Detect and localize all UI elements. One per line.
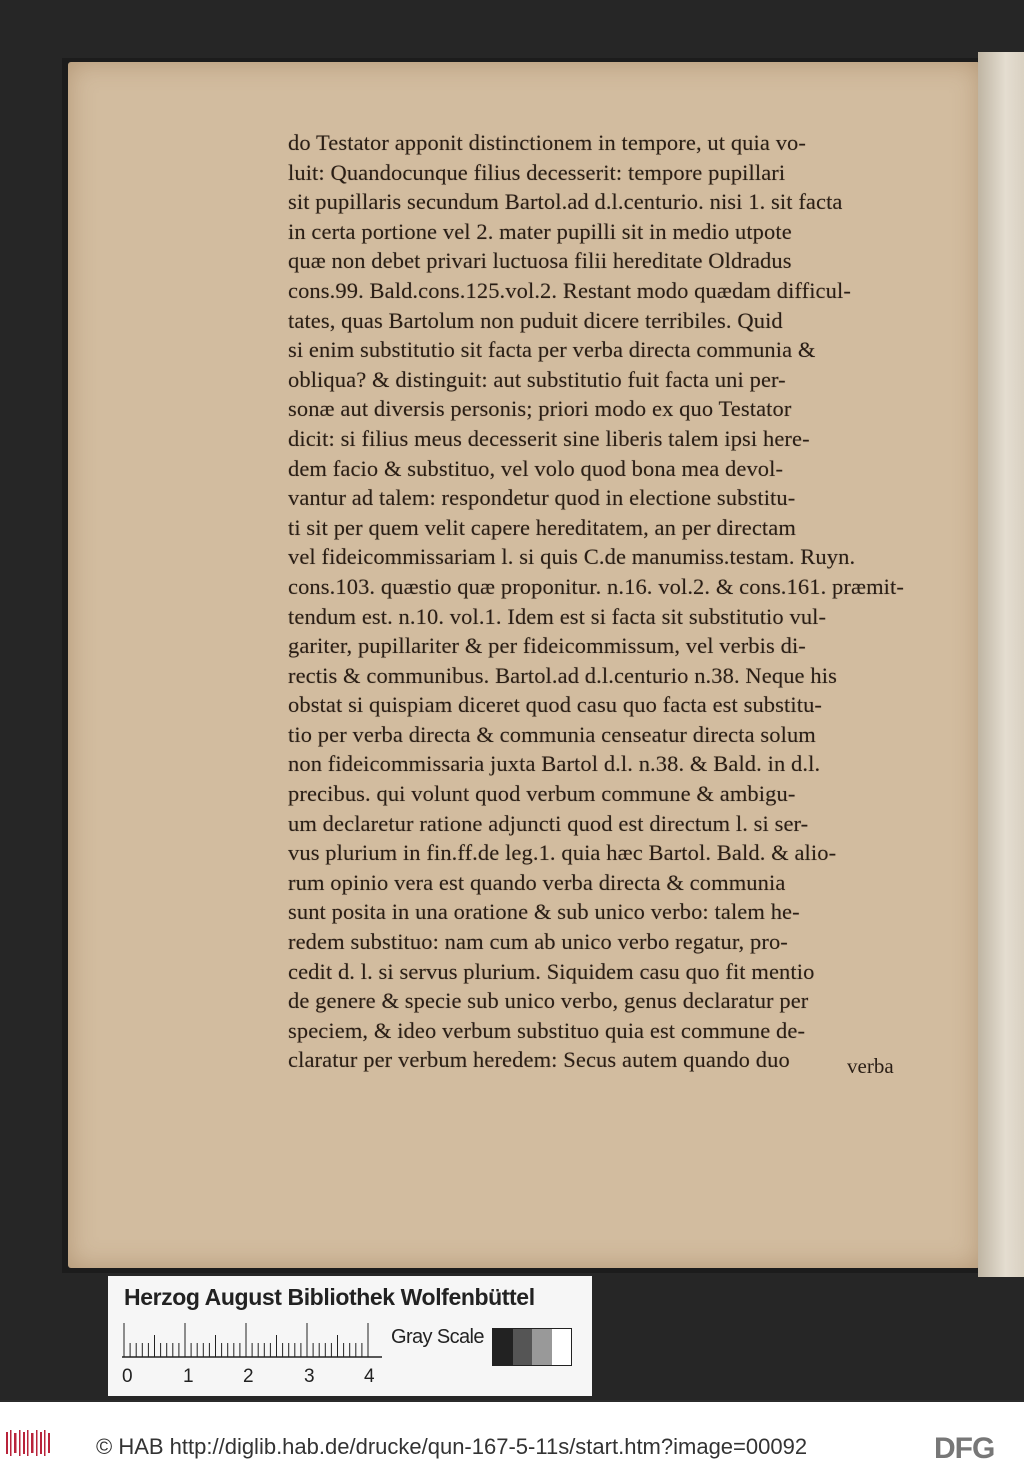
text-line: quæ non debet privari luctuosa filii hereditate Oldradus	[288, 248, 792, 274]
text-line: cedit d. l. si servus plurium. Siquidem casu quo fit mentio	[288, 958, 815, 984]
text-line: cons.99. Bald.cons.125.vol.2. Restant modo quædam difficul-	[288, 277, 851, 303]
gray-scale-label: Gray Scale	[391, 1326, 484, 1348]
barcode-icon	[6, 1430, 50, 1456]
dfg-logo: DFG	[934, 1432, 995, 1465]
text-line: obstat si quispiam diceret quod casu quo facta est substitu-	[288, 692, 823, 718]
text-line: vel fideicommissariam l. si quis C.de manumiss.testam. Ruyn.	[288, 544, 856, 570]
text-line: claratur per verbum heredem: Secus autem quando duo	[288, 1047, 790, 1073]
text-line: sit pupillaris secundum Bartol.ad d.l.centurio. nisi 1. sit facta	[288, 189, 843, 215]
gray-scale-swatch	[492, 1328, 572, 1366]
text-line: in certa portione vel 2. mater pupilli sit in medio utpote	[288, 218, 792, 244]
text-line: non fideicommissaria juxta Bartol d.l. n.38. & Bald. in d.l.	[288, 751, 821, 777]
text-line: dem facio & substituo, vel volo quod bona mea devol-	[288, 455, 784, 481]
text-line: vus plurium in fin.ff.de leg.1. quia hæc Bartol. Bald. & alio-	[288, 840, 837, 866]
ruler-number: 0	[122, 1366, 133, 1387]
text-line: de genere & specie sub unico verbo, genus declaratur per	[288, 988, 809, 1014]
text-line: rectis & communibus. Bartol.ad d.l.centurio n.38. Neque his	[288, 662, 837, 688]
text-line: tio per verba directa & communia censeatur directa solum	[288, 721, 816, 747]
copyright-link[interactable]: © HAB http://diglib.hab.de/drucke/qun-167-5-11s/start.htm?image=00092	[96, 1434, 808, 1459]
page-text	[288, 128, 938, 1075]
text-line: tates, quas Bartolum non puduit dicere terribiles. Quid	[288, 307, 783, 333]
text-line: sonæ aut diversis personis; priori modo ex quo Testator	[288, 396, 792, 422]
text-line: luit: Quandocunque filius decesserit: tempore pupillari	[288, 159, 786, 185]
text-line: cons.103. quæstio quæ proponitur. n.16. vol.2. & cons.161. præmit-	[288, 573, 904, 599]
text-line: si enim substitutio sit facta per verba directa communia &	[288, 337, 816, 363]
text-line: redem substituo: nam cum ab unico verbo regatur, pro-	[288, 929, 788, 955]
text-line: obliqua? & distinguit: aut substitutio fuit facta uni per-	[288, 366, 786, 392]
text-line: ti sit per quem velit capere hereditatem, an per directam	[288, 514, 796, 540]
text-line: um declaretur ratione adjuncti quod est directum l. si ser-	[288, 810, 809, 836]
ruler-number: 3	[304, 1366, 315, 1387]
catchword: verba	[847, 1054, 894, 1078]
text-line: speciem, & ideo verbum substituo quia est commune de-	[288, 1017, 806, 1043]
ruler-number: 2	[243, 1366, 254, 1387]
text-line: precibus. qui volunt quod verbum commune & ambigu-	[288, 781, 796, 807]
text-line: rum opinio vera est quando verba directa & communia	[288, 869, 786, 895]
ruler-icon	[122, 1322, 382, 1358]
text-line: gariter, pupillariter & per fideicommissum, vel verbis di-	[288, 633, 806, 659]
text-line: tendum est. n.10. vol.1. Idem est si facta sit substitutio vul-	[288, 603, 827, 629]
facing-page-edge	[978, 52, 1024, 1277]
ruler-number: 4	[364, 1366, 375, 1387]
text-line: sunt posita in una oratione & sub unico verbo: talem he-	[288, 899, 800, 925]
text-line: vantur ad talem: respondetur quod in electione substitu-	[288, 485, 796, 511]
ruler-number: 1	[183, 1366, 194, 1387]
library-title: Herzog August Bibliothek Wolfenbüttel	[124, 1284, 535, 1310]
text-line: dicit: si filius meus decesserit sine liberis talem ipsi here-	[288, 425, 810, 451]
text-line: do Testator apponit distinctionem in tempore, ut quia vo-	[288, 130, 806, 155]
